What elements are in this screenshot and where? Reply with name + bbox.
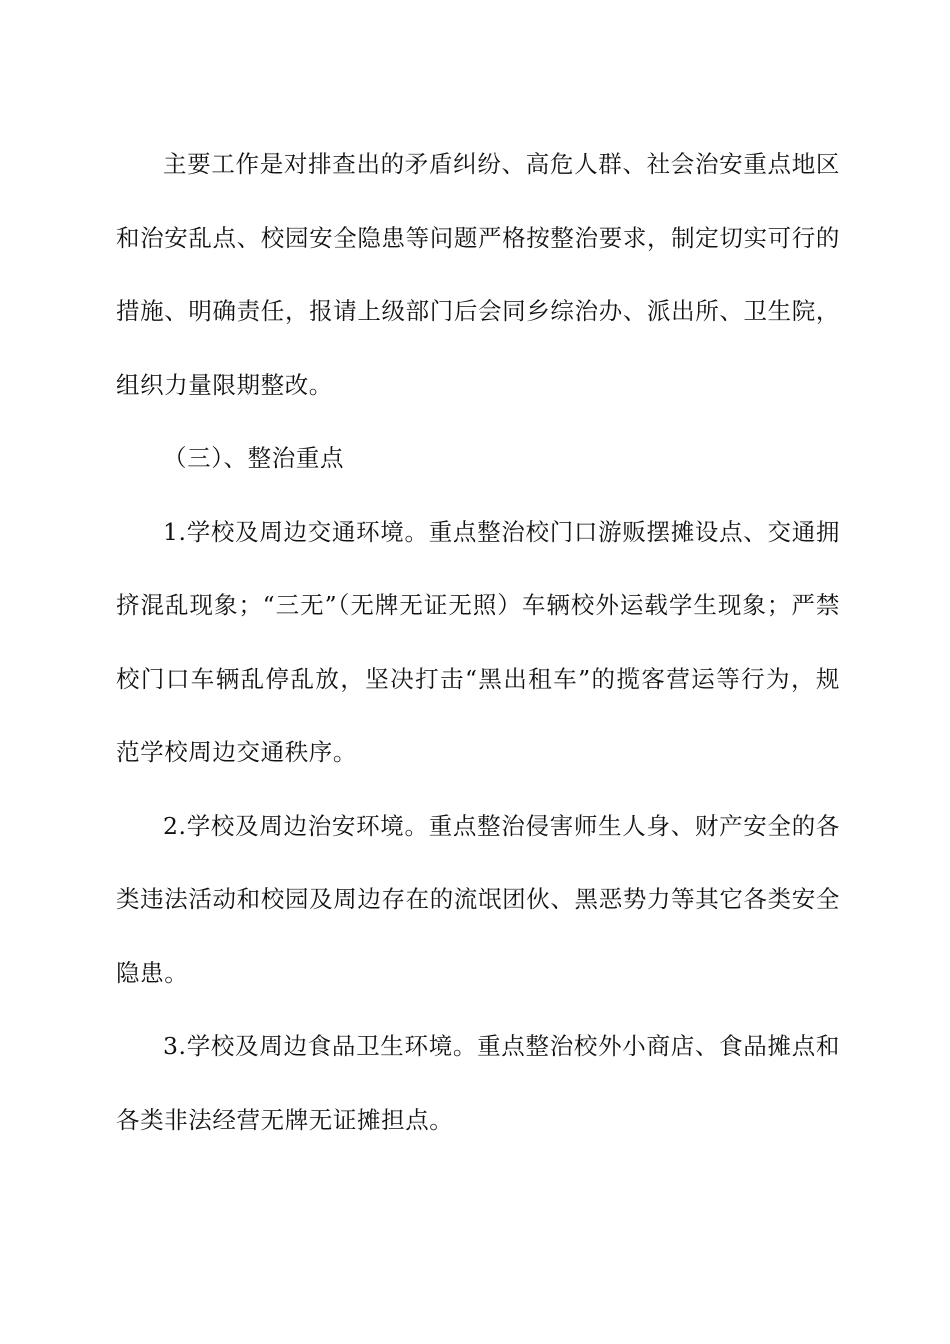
paragraph-item-traffic: 1.学校及周边交通环境。重点整治校门口游贩摆摊设点、交通拥挤混乱现象；“三无”（无牌无证无照）车辆校外运载学生现象；严禁校门口车辆乱停乱放，坚决打击“黑出租车”的揽客营运等行为，规范学校周边交通秩序。 [116, 517, 840, 766]
document-body [116, 128, 840, 1157]
paragraph-work-description: 主要工作是对排查出的矛盾纠纷、高危人群、社会治安重点地区和治安乱点、校园安全隐患等问题严格按整治要求，制定切实可行的措施、明确责任，报请上级部门后会同乡综治办、派出所、卫生院，组织力量限期整改。 [116, 150, 840, 399]
paragraph-item-security: 2.学校及周边治安环境。重点整治侵害师生人身、财产安全的各类违法活动和校园及周边存在的流氓团伙、黑恶势力等其它各类安全隐患。 [116, 811, 840, 987]
section-heading: （三）、整治重点 [163, 444, 345, 472]
paragraph-item-food: 3.学校及周边食品卫生环境。重点整治校外小商店、食品摊点和各类非法经营无牌无证摊担点。 [116, 1032, 840, 1134]
